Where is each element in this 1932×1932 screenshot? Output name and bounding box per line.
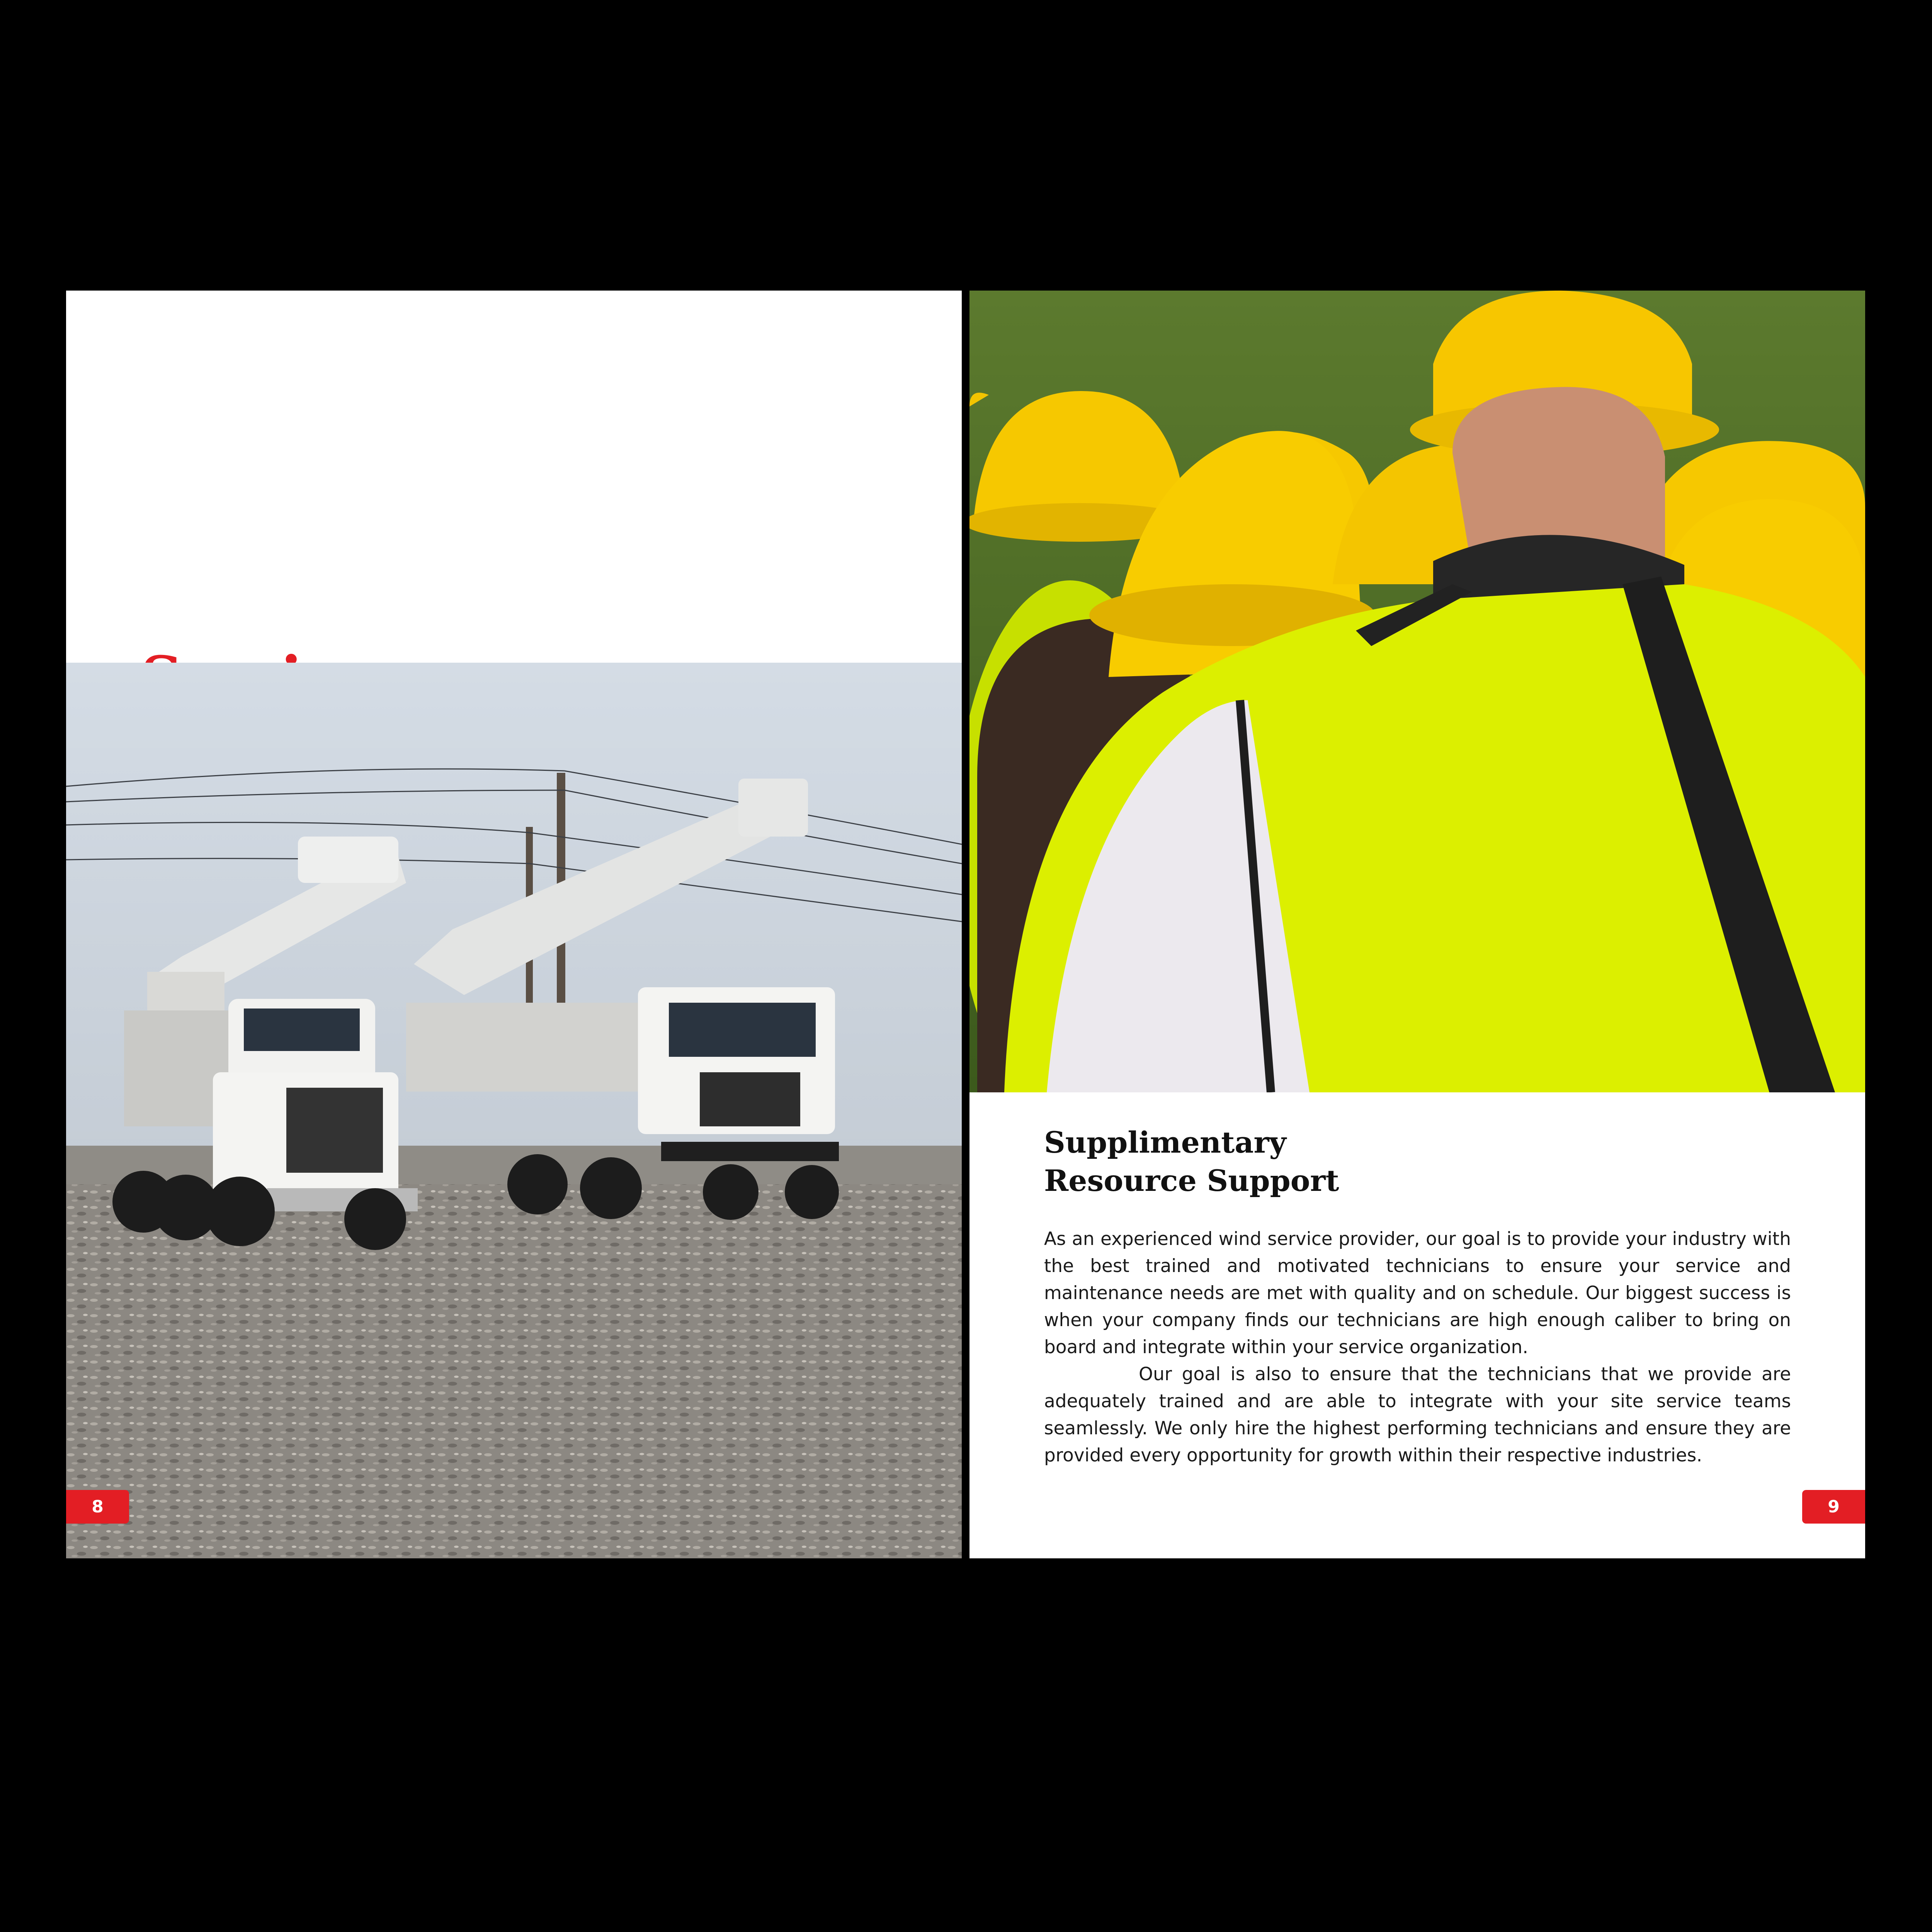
brochure-page-right — [969, 291, 1865, 1558]
technicians-hardhats-photo — [969, 291, 1865, 1092]
resource-support-body — [1044, 1226, 1791, 1469]
section-title-line2: Resource Support — [1044, 1163, 1339, 1198]
resource-support-paragraph-1: As an experienced wind service provider, our goal is to provide your industry with the best trained and motivated technicians to ensure your service and maintenance needs are met with quality and on schedule. Our biggest success is when your company finds our technicians are high enough caliber to bring on board and integrate within your service organization. — [1044, 1228, 1791, 1358]
page-number-badge: 8 — [66, 1490, 129, 1524]
technicians-illustration — [969, 291, 1865, 1092]
section-title-resource-support — [1044, 1124, 1339, 1200]
trucks-illustration — [66, 663, 962, 1558]
page-number-badge: 9 — [1802, 1490, 1865, 1524]
brochure-page-left — [66, 291, 962, 1558]
resource-support-paragraph-2: Our goal is also to ensure that the technicians that we provide are adequately trained and are able to integrate with your site service teams seamlessly. We only hire the highest performing technicians and ensure they are provided every opportunity for growth within their respective industries. — [1044, 1364, 1791, 1466]
bronto-trucks-photo — [66, 663, 962, 1558]
section-title-line1: Supplimentary — [1044, 1125, 1286, 1160]
